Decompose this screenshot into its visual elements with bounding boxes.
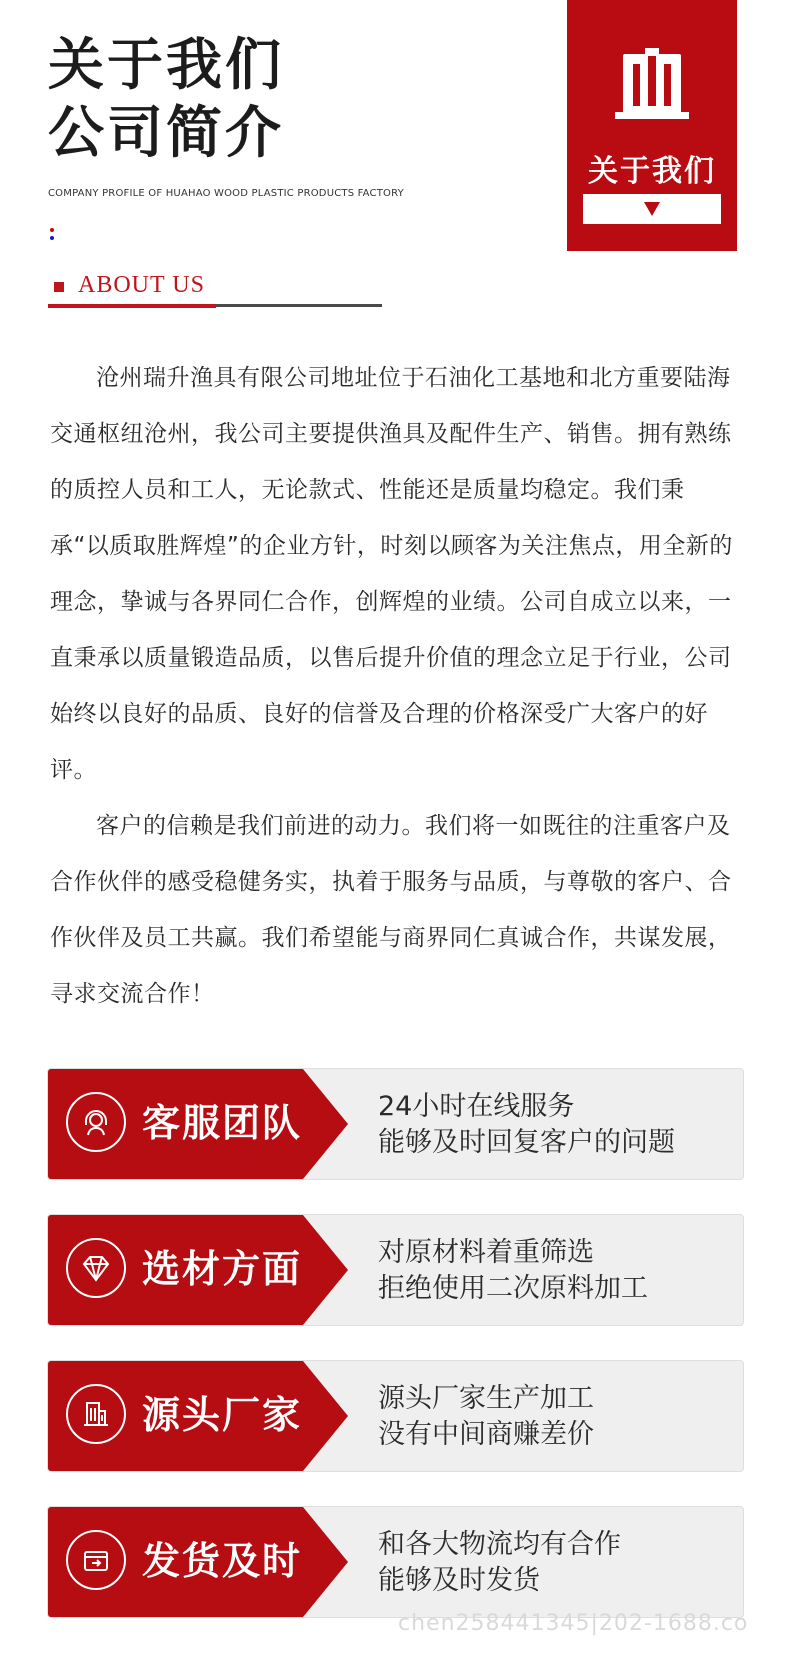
page-title-line-1: 关于我们 (48, 33, 284, 98)
feature-card-service-team (47, 1068, 744, 1180)
factory-building-icon (66, 1384, 126, 1444)
feature-line-1: 和各大物流均有合作 (378, 1529, 621, 1560)
feature-description (378, 1527, 621, 1599)
company-intro-paragraph: 沧州瑞升渔具有限公司地址位于石油化工基地和北方重要陆海交通枢纽沧州，我公司主要提供渔具及配件生产、销售。拥有熟练的质控人员和工人，无论款式、性能还是质量均稳定。我们秉承“以质取胜辉煌”的企业方针，时刻以顾客为关注焦点，用全新的理念，挚诚与各界同仁合作，创辉煌的业绩。公司自成立以来，一直秉承以质量锻造品质，以售后提升价值的理念立足于行业，公司始终以良好的品质、良好的信誉及合理的价格深受广大客户的好评。 (50, 365, 733, 783)
square-bullet-icon (54, 282, 64, 292)
feature-title: 源头厂家 (142, 1393, 303, 1437)
customer-trust-paragraph: 客户的信赖是我们前进的动力。我们将一如既往的注重客户及合作伙伴的感受稳健务实，执着于服务与品质，与尊敬的客户、合作伙伴及员工共赢。我们希望能与商界同仁真诚合作，共谋发展，寻求交流合作！ (50, 813, 732, 1007)
about-us-heading (48, 270, 382, 310)
feature-title: 客服团队 (142, 1101, 303, 1145)
about-us-badge (567, 0, 737, 251)
badge-label: 关于我们 (588, 154, 716, 189)
about-us-label: ABOUT US (78, 272, 205, 298)
feature-line-2: 拒绝使用二次原料加工 (378, 1273, 648, 1304)
feature-card-source-factory (47, 1360, 744, 1472)
diamond-icon (66, 1238, 126, 1298)
feature-line-1: 源头厂家生产加工 (378, 1383, 594, 1414)
feature-description (378, 1235, 648, 1307)
feature-title: 选材方面 (142, 1247, 303, 1291)
page-title (48, 32, 284, 168)
heading-underline-accent (48, 304, 216, 308)
headset-agent-icon (66, 1092, 126, 1152)
triangle-down-icon (644, 202, 660, 216)
company-subtitle: COMPANY PROFILE OF HUAHAO WOOD PLASTIC PRODUCTS FACTORY (48, 188, 404, 199)
feature-description (378, 1089, 675, 1161)
delivery-box-icon (66, 1530, 126, 1590)
feature-card-material-selection (47, 1214, 744, 1326)
watermark-text: chen258441345|202-1688.co (398, 1611, 749, 1636)
feature-card-fast-delivery (47, 1506, 744, 1618)
badge-arrow-bar[interactable] (583, 194, 721, 224)
decor-dots (50, 228, 54, 242)
feature-line-2: 能够及时回复客户的问题 (378, 1127, 675, 1158)
feature-description (378, 1381, 594, 1453)
feature-line-1: 24小时在线服务 (378, 1091, 575, 1122)
feature-line-2: 没有中间商赚差价 (378, 1419, 594, 1450)
page-title-line-2: 公司简介 (48, 101, 284, 166)
feature-title: 发货及时 (142, 1539, 303, 1583)
feature-line-2: 能够及时发货 (378, 1565, 540, 1596)
feature-line-1: 对原材料着重筛选 (378, 1237, 594, 1268)
building-icon (615, 46, 689, 120)
